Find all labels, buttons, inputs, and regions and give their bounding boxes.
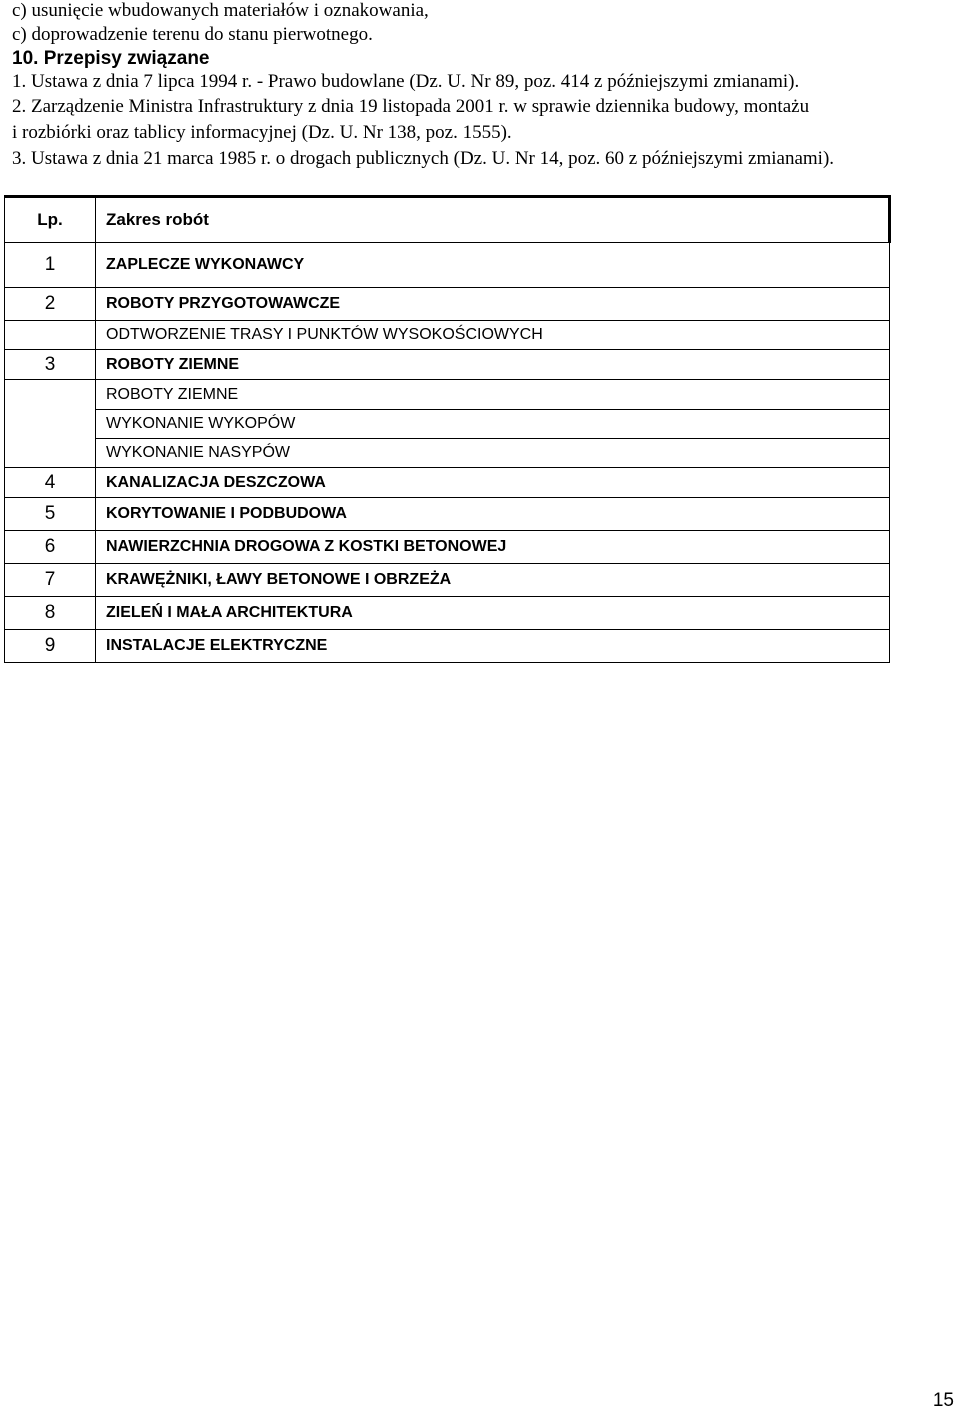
row-name: ROBOTY PRZYGOTOWAWCZE — [96, 288, 890, 321]
row-lp: 4 — [5, 468, 96, 498]
table-row — [5, 321, 890, 350]
table-row — [5, 439, 890, 468]
row-name: KRAWĘŻNIKI, ŁAWY BETONOWE I OBRZEŻA — [96, 564, 890, 597]
row-lp: 7 — [5, 564, 96, 597]
row-lp: 2 — [5, 288, 96, 321]
text-line-c1: c) usunięcie wbudowanych materiałów i oznakowania, — [12, 0, 429, 21]
table-row — [5, 410, 890, 439]
row-name: KANALIZACJA DESZCZOWA — [96, 468, 890, 498]
row-name: ROBOTY ZIEMNE — [96, 350, 890, 380]
regulation-2-line-b: i rozbiórki oraz tablicy informacyjnej (Dz. U. Nr 138, poz. 1555). — [12, 122, 512, 143]
table-row — [5, 498, 890, 531]
row-lp — [5, 439, 96, 468]
row-lp: 5 — [5, 498, 96, 531]
table-row — [5, 597, 890, 630]
row-name: ZIELEŃ I MAŁA ARCHITEKTURA — [96, 597, 890, 630]
section-title: 10. Przepisy związane — [12, 48, 210, 69]
table-row — [5, 468, 890, 498]
regulation-3: 3. Ustawa z dnia 21 marca 1985 r. o drogach publicznych (Dz. U. Nr 14, poz. 60 z późniejszymi zmianami). — [12, 148, 835, 169]
row-lp: 8 — [5, 597, 96, 630]
row-name: WYKONANIE WYKOPÓW — [96, 410, 890, 439]
table-row — [5, 380, 890, 410]
header-scope: Zakres robót — [96, 197, 890, 243]
text-line-c2: c) doprowadzenie terenu do stanu pierwotnego. — [12, 24, 373, 45]
row-lp: 9 — [5, 630, 96, 663]
table-row — [5, 531, 890, 564]
row-name: ROBOTY ZIEMNE — [96, 380, 890, 410]
table-row — [5, 243, 890, 288]
row-lp — [5, 410, 96, 439]
row-lp — [5, 380, 96, 410]
row-lp: 3 — [5, 350, 96, 380]
regulation-2-line-a: 2. Zarządzenie Ministra Infrastruktury z dnia 19 listopada 2001 r. w sprawie dziennika budowy, montażu — [12, 96, 810, 117]
row-name: ODTWORZENIE TRASY I PUNKTÓW WYSOKOŚCIOWYCH — [96, 321, 890, 350]
regulation-1: 1. Ustawa z dnia 7 lipca 1994 r. - Prawo budowlane (Dz. U. Nr 89, poz. 414 z późniejszymi zmianami). — [12, 71, 800, 92]
table-row — [5, 564, 890, 597]
works-scope-table — [4, 195, 891, 663]
row-name: KORYTOWANIE I PODBUDOWA — [96, 498, 890, 531]
header-lp: Lp. — [5, 197, 96, 243]
row-lp — [5, 321, 96, 350]
row-lp: 1 — [5, 243, 96, 288]
row-name: ZAPLECZE WYKONAWCY — [96, 243, 890, 288]
table-row — [5, 350, 890, 380]
table-row — [5, 288, 890, 321]
table-row — [5, 630, 890, 663]
row-name: NAWIERZCHNIA DROGOWA Z KOSTKI BETONOWEJ — [96, 531, 890, 564]
row-name: WYKONANIE NASYPÓW — [96, 439, 890, 468]
row-lp: 6 — [5, 531, 96, 564]
table-header-row — [5, 197, 890, 243]
row-name: INSTALACJE ELEKTRYCZNE — [96, 630, 890, 663]
page-number: 15 — [932, 1390, 954, 1411]
